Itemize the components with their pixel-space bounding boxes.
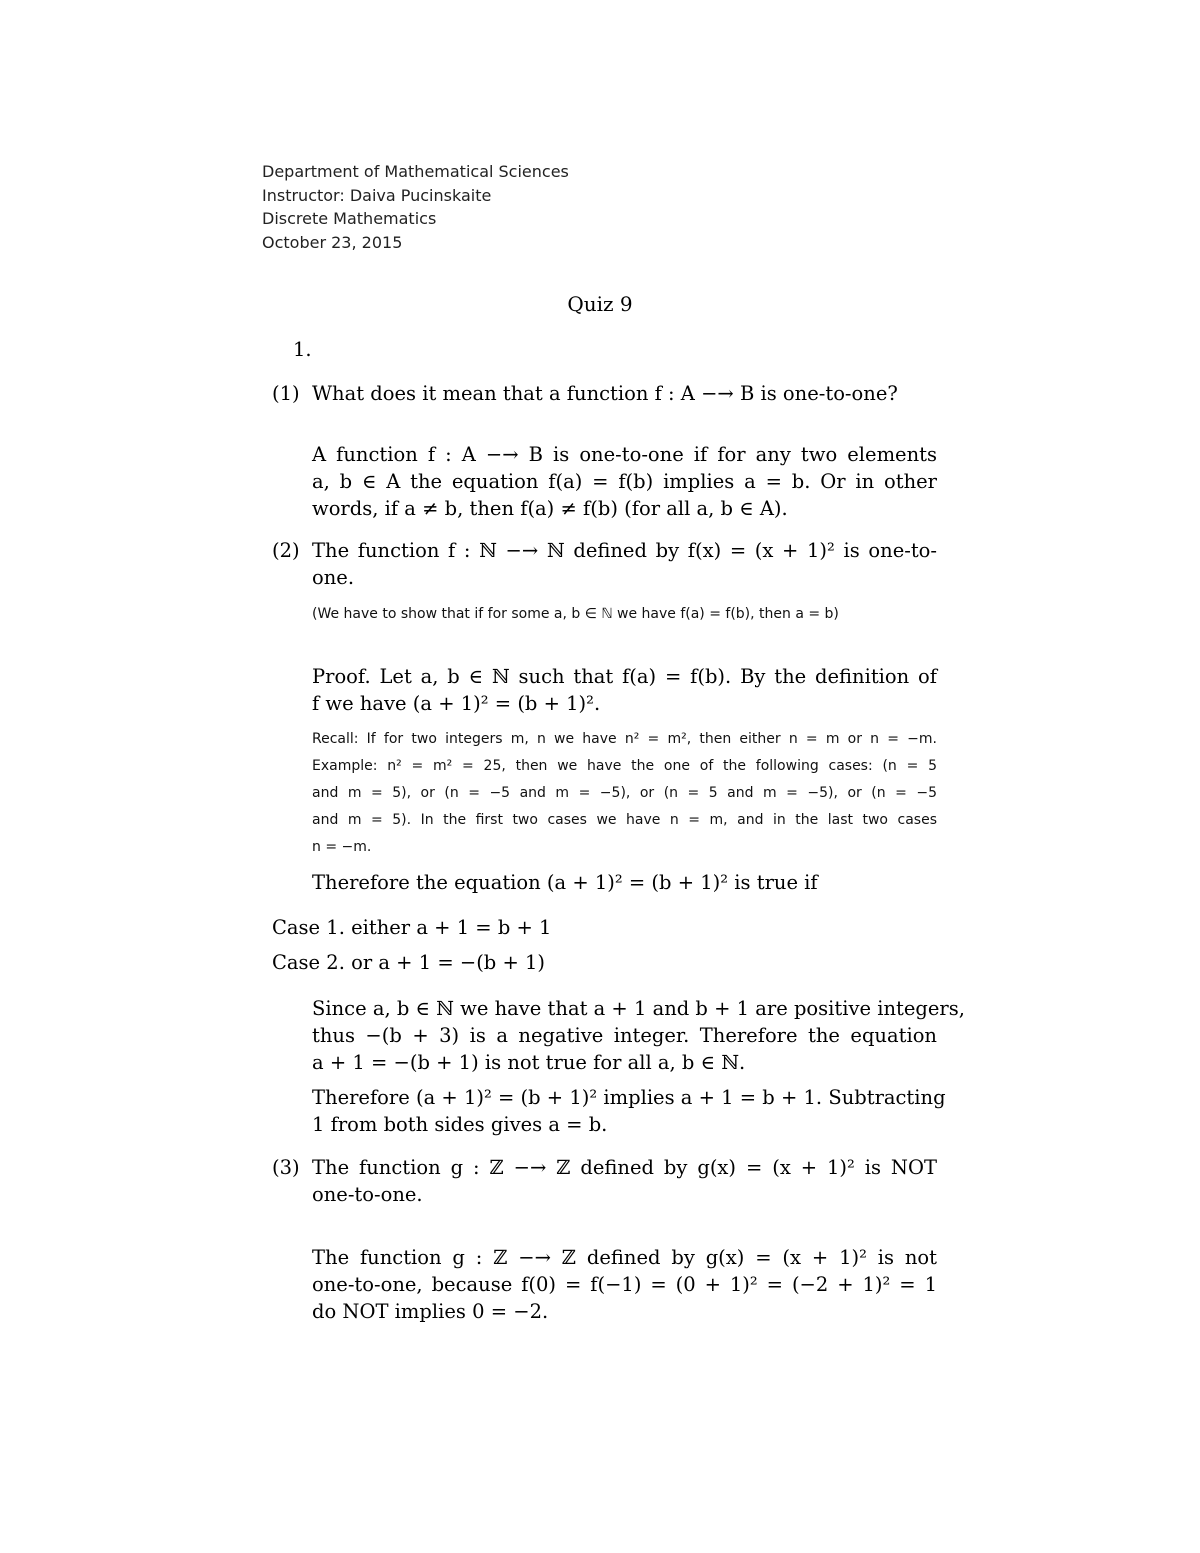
since-line: a + 1 = −(b + 1) is not true for all a, b ∈ ℕ. (312, 1051, 746, 1074)
part3-answer-line: The function g : ℤ −→ ℤ defined by g(x) = (x + 1)² is not (312, 1246, 937, 1269)
part3-statement (312, 1154, 937, 1208)
header-block (262, 160, 569, 254)
part2-conclusion (312, 1084, 946, 1138)
since-line: Since a, b ∈ ℕ we have that a + 1 and b + 1 are positive integers, (312, 997, 965, 1020)
part2-hint-line: (We have to show that if for some a, b ∈ ℕ we have f(a) = f(b), then a = b) (312, 606, 839, 622)
part2-proof-line: Proof. Let a, b ∈ ℕ such that f(a) = f(b). By the definition of (312, 665, 937, 688)
part2-statement-line: one. (312, 566, 355, 589)
part2-statement-line: The function f : ℕ −→ ℕ defined by f(x) = (x + 1)² is one-to- (312, 539, 937, 562)
part2-proof (312, 663, 937, 717)
since-line: thus −(b + 3) is a negative integer. Therefore the equation (312, 1024, 937, 1047)
part1-answer (312, 441, 937, 522)
part2-statement (312, 537, 937, 591)
part3-label: (3) (272, 1156, 300, 1179)
case-1: Case 1. either a + 1 = b + 1 (272, 916, 552, 939)
department-line: Department of Mathematical Sciences (262, 162, 569, 181)
recall-line: Recall: If for two integers m, n we have n² = m², then either n = m or n = −m. (312, 731, 937, 747)
part3-answer-line: do NOT implies 0 = −2. (312, 1300, 549, 1323)
part2-proof-line: f we have (a + 1)² = (b + 1)². (312, 692, 601, 715)
conclusion-line: 1 from both sides gives a = b. (312, 1113, 608, 1136)
recall-line: and m = 5), or (n = −5 and m = −5), or (n = 5 and m = −5), or (n = −5 (312, 785, 937, 801)
problem-number: 1. (293, 338, 312, 361)
therefore-line: Therefore the equation (a + 1)² = (b + 1)² is true if (312, 871, 818, 894)
part2-label: (2) (272, 539, 300, 562)
part1-label: (1) (272, 382, 300, 405)
part1-question: What does it mean that a function f : A −→ B is one-to-one? (312, 382, 898, 405)
conclusion-line: Therefore (a + 1)² = (b + 1)² implies a + 1 = b + 1. Subtracting (312, 1086, 946, 1109)
instructor-line: Instructor: Daiva Pucinskaite (262, 185, 492, 205)
part1-answer-line: A function f : A −→ B is one-to-one if for any two elements (312, 443, 937, 466)
part2-recall (312, 726, 937, 861)
recall-line: n = −m. (312, 839, 372, 855)
recall-line: and m = 5). In the first two cases we have n = m, and in the last two cases (312, 812, 937, 828)
recall-line: Example: n² = m² = 25, then we have the one of the following cases: (n = 5 (312, 758, 937, 774)
page-title: Quiz 9 (567, 292, 633, 316)
course-line: Discrete Mathematics (262, 209, 437, 228)
part1-answer-line: words, if a ≠ b, then f(a) ≠ f(b) (for all a, b ∈ A). (312, 497, 788, 520)
part1-answer-line: a, b ∈ A the equation f(a) = f(b) implies a = b. Or in other (312, 470, 937, 493)
part2-since (312, 995, 965, 1076)
part3-statement-line: one-to-one. (312, 1183, 423, 1206)
part3-answer (312, 1244, 937, 1325)
part3-statement-line: The function g : ℤ −→ ℤ defined by g(x) = (x + 1)² is NOT (312, 1156, 937, 1179)
part3-answer-line: one-to-one, because f(0) = f(−1) = (0 + 1)² = (−2 + 1)² = 1 (312, 1273, 937, 1296)
part2-hint (312, 601, 937, 628)
date-line: October 23, 2015 (262, 232, 403, 252)
case-2: Case 2. or a + 1 = −(b + 1) (272, 951, 546, 974)
